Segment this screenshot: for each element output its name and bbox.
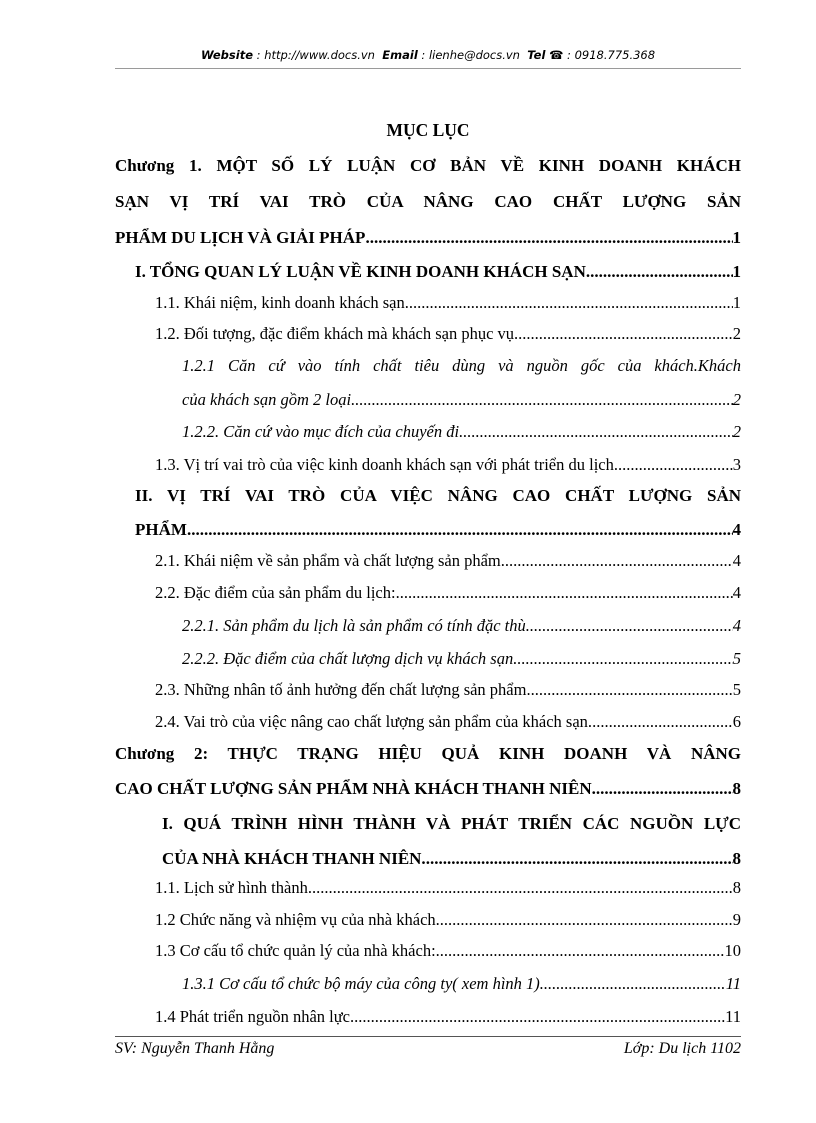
toc-entry: [155, 906, 741, 934]
toc-entry: [155, 937, 741, 965]
toc-entry: [155, 320, 741, 348]
toc-page-number: 9: [732, 910, 741, 929]
toc-leader-dots: [618, 451, 733, 479]
email-label: Email: [382, 48, 418, 62]
toc-entry: [162, 810, 741, 838]
email-value: : lienhe@docs.vn: [421, 48, 520, 62]
toc-entry: [155, 676, 741, 704]
toc-entry: [135, 516, 741, 544]
toc-entry-text: của khách sạn gồm 2 loại.: [182, 390, 356, 409]
toc-page-number: 1: [732, 228, 741, 247]
toc-leader-dots: [514, 320, 733, 348]
toc-entry-text: 2.2.2. Đặc điểm của chất lượng dịch vụ khách sạn: [182, 649, 514, 668]
toc-leader-dots: [526, 676, 732, 704]
toc-entry: [182, 645, 741, 673]
toc-entry: [182, 612, 741, 640]
website-value: : http://www.docs.vn: [256, 48, 375, 62]
toc-entry: [155, 289, 741, 317]
toc-entry: [115, 188, 741, 216]
toc-entry: [115, 775, 741, 803]
toc-entry: [162, 845, 741, 873]
toc-entry: [115, 152, 741, 180]
toc-entry: [135, 482, 741, 510]
toc-entry-text: 1.4 Phát triển nguồn nhân lực: [155, 1007, 350, 1026]
toc-entry-text: PHẨM DU LỊCH VÀ GIẢI PHÁP: [115, 228, 366, 247]
footer-student: SV: Nguyễn Thanh Hằng: [115, 1040, 275, 1057]
toc-entry-text: CAO CHẤT LƯỢNG SẢN PHẨM NHÀ KHÁCH THANH NIÊN: [115, 779, 592, 798]
toc-leader-dots: [355, 386, 733, 414]
toc-page-number: 6: [732, 712, 741, 731]
toc-page-number: 1: [732, 293, 741, 312]
footer-divider: [115, 1036, 741, 1037]
toc-leader-dots: [405, 289, 733, 317]
toc-entry: [182, 386, 741, 414]
toc-leader-dots: [436, 937, 725, 965]
toc-page-number: 4: [732, 583, 741, 602]
toc-entry: [155, 708, 741, 736]
toc-entry-text: 2.4. Vai trò của việc nâng cao chất lượng sản phẩm của khách sạn.: [155, 712, 593, 731]
toc-leader-dots: [350, 1003, 725, 1031]
toc-entry-text: I. TỔNG QUAN LÝ LUẬN VỀ KINH DOANH KHÁCH SẠN: [135, 262, 586, 281]
toc-entry-text: 2.2.1. Sản phẩm du lịch là sản phẩm có tính đặc thù.: [182, 616, 530, 635]
toc-page-number: 5: [732, 680, 741, 699]
toc-leader-dots: [505, 547, 733, 575]
toc-entry-text: 1.3.1 Cơ cấu tổ chức bộ máy của công ty( xem hình 1): [182, 974, 540, 993]
toc-entry: [155, 1003, 741, 1031]
toc-leader-dots: [459, 418, 733, 446]
page-title: MỤC LỤC: [386, 120, 470, 140]
toc-page-number: 8: [732, 779, 741, 798]
phone-icon: ☎: [549, 48, 564, 62]
toc-page-number: 4: [732, 520, 741, 539]
toc-entry-text: 1.1. Lịch sử hình thành: [155, 878, 308, 897]
toc-page-number: 2: [732, 422, 741, 441]
toc-entry-text: 1.2. Đối tượng, đặc điểm khách mà khách sạn phục vụ: [155, 324, 515, 343]
toc-leader-dots: [396, 579, 733, 607]
toc-leader-dots: [530, 612, 733, 640]
toc-entry: [155, 874, 741, 902]
toc-page-number: 11: [725, 1007, 741, 1026]
page-header: [115, 48, 741, 62]
toc-entry-text: 1.3. Vị trí vai trò của việc kinh doanh khách sạn với phát triển du lịch.: [155, 455, 618, 474]
toc-leader-dots: [308, 874, 733, 902]
toc-page-number: 10: [724, 941, 741, 960]
toc-entry: [115, 224, 741, 252]
footer-class: Lớp: Du lịch 1102: [623, 1040, 741, 1057]
toc-entry: [182, 352, 741, 380]
toc-entry-text: 1.3 Cơ cấu tổ chức quản lý của nhà khách:: [155, 941, 436, 960]
toc-entry: [155, 451, 741, 479]
toc-entry-text: 2.1. Khái niệm về sản phẩm và chất lượng sản phẩm.: [155, 551, 505, 570]
toc-entry-text: Chương 1. MỘT SỐ LÝ LUẬN CƠ BẢN VỀ KINH DOANH KHÁCH: [115, 156, 741, 175]
toc-leader-dots: [436, 906, 733, 934]
toc-entry-text: 1.2.2. Căn cứ vào mục đích của chuyến đi: [182, 422, 460, 441]
toc-entry-text: 1.2 Chức năng và nhiệm vụ của nhà khách: [155, 910, 436, 929]
toc-leader-dots: [592, 708, 733, 736]
tel-value: : 0918.775.368: [567, 48, 656, 62]
toc-entry-text: 2.2. Đặc điểm của sản phẩm du lịch:: [155, 583, 396, 602]
toc-entry: [155, 579, 741, 607]
toc-page-number: 2: [732, 324, 741, 343]
toc-page-number: 8: [732, 878, 741, 897]
toc-page-number: 5: [732, 649, 741, 668]
toc-entry-text: CỦA NHÀ KHÁCH THANH NIÊN.: [162, 849, 426, 868]
toc-page-number: 8: [732, 849, 741, 868]
toc-entry-text: I. QUÁ TRÌNH HÌNH THÀNH VÀ PHÁT TRIỂN CÁC NGUỒN LỰC: [162, 814, 741, 833]
toc-leader-dots: [365, 224, 732, 252]
toc-page-number: 1: [732, 262, 741, 281]
toc-entry-text: 2.3. Những nhân tố ảnh hưởng đến chất lượng sản phẩm: [155, 680, 527, 699]
toc-entry: [135, 258, 741, 286]
toc-entry: [182, 970, 741, 998]
toc-page-number: 2: [732, 390, 741, 409]
toc-entry: [155, 547, 741, 575]
toc-entry-text: II. VỊ TRÍ VAI TRÒ CỦA VIỆC NÂNG CAO CHẤT LƯỢNG SẢN: [135, 486, 741, 505]
toc-page-number: 4: [732, 551, 741, 570]
toc-entry: [182, 418, 741, 446]
toc-entry-text: Chương 2: THỰC TRẠNG HIỆU QUẢ KINH DOANH VÀ NÂNG: [115, 744, 741, 763]
toc-entry-text: SẠN VỊ TRÍ VAI TRÒ CỦA NÂNG CAO CHẤT LƯỢNG SẢN: [115, 192, 741, 211]
toc-entry-text: PHẨM: [135, 520, 187, 539]
header-divider: [115, 68, 741, 69]
toc-leader-dots: [540, 970, 726, 998]
tel-label: Tel: [527, 48, 546, 62]
toc-page-number: 11: [725, 974, 741, 993]
toc-entry-text: 1.2.1 Căn cứ vào tính chất tiêu dùng và nguồn gốc của khách.Khách: [182, 356, 741, 375]
website-label: Website: [200, 48, 254, 62]
toc-page-number: 3: [732, 455, 741, 474]
toc-leader-dots: [187, 516, 733, 544]
toc-page-number: 4: [732, 616, 741, 635]
toc-leader-dots: [592, 775, 733, 803]
toc-entry: [115, 740, 741, 768]
toc-entry-text: 1.1. Khái niệm, kinh doanh khách sạn: [155, 293, 405, 312]
toc-leader-dots: [586, 258, 733, 286]
toc-leader-dots: [513, 645, 733, 673]
toc-leader-dots: [426, 845, 733, 873]
